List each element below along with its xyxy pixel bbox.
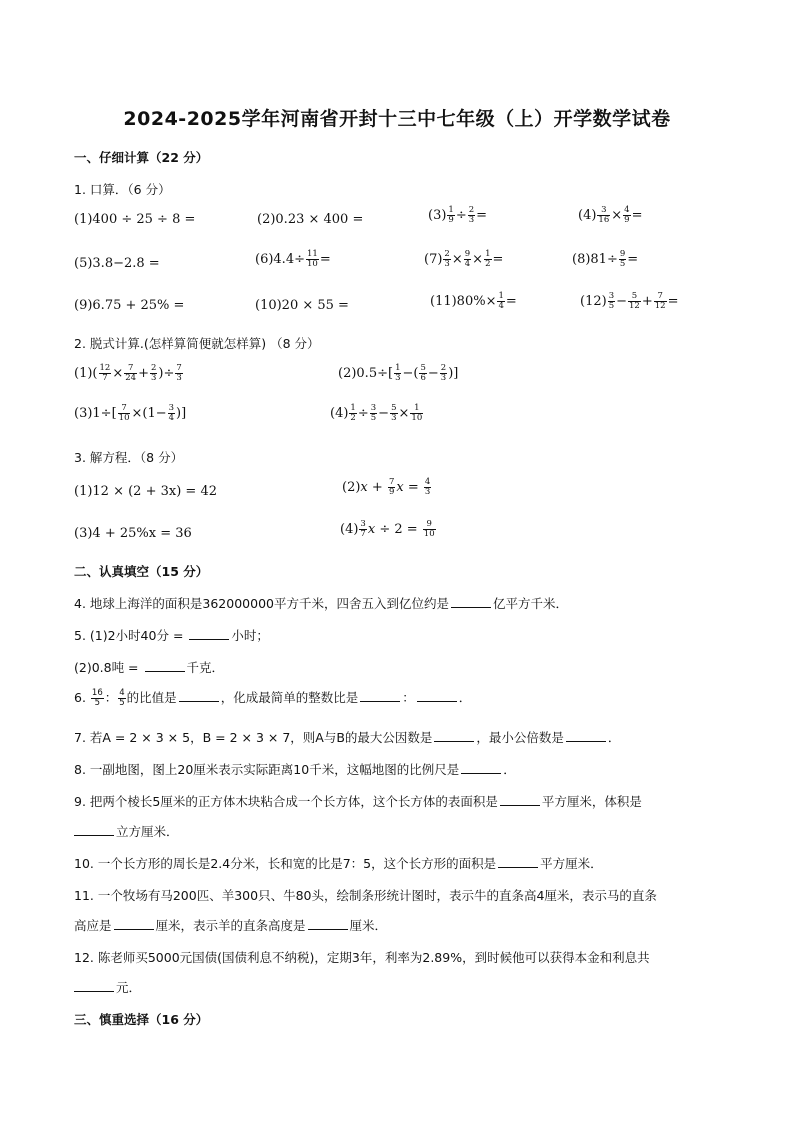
section-1-heading: 一、仔细计算（22 分） <box>74 150 209 165</box>
q11-line-1: 11. 一个牧场有马200匹、羊300只、牛80头，绘制条形统计图时，表示牛的直条高4厘米，表示马的直条 <box>74 888 657 903</box>
q1-item-12: (12) $\frac{3}{5}$ − $\frac{5}{12}$ + $\frac{7}{12}$ = <box>580 291 679 311</box>
q3-eq-4: (4) $\frac{3}{7}$ x ÷ 2 = $\frac{9}{10}$ <box>340 519 435 539</box>
q3-eq-1: (1)12 × (2 + 3x) = 42 <box>74 484 217 499</box>
q1-item-9: (9)6.75 + 25% = <box>74 298 185 313</box>
q9-line-1: 9. 把两个棱长5厘米的正方体木块粘合成一个长方体，这个长方体的表面积是 平方厘米，体积是 <box>74 794 642 809</box>
section-2-heading: 二、认真填空（15 分） <box>74 564 209 579</box>
page-title: 2024-2025学年河南省开封十三中七年级（上）开学数学试卷 <box>123 108 671 130</box>
answer-blank <box>114 917 154 930</box>
q1-item-11: (11)80%× $\frac{1}{4}$ = <box>430 291 517 311</box>
q12-line-2: 元． <box>74 978 141 996</box>
q2-item-1: (1)( $\frac{12}{7}$ × $\frac{7}{24}$ + $\frac{2}{3}$ )÷ $\frac{7}{3}$ <box>74 363 182 383</box>
q1-item-8: (8)81÷ $\frac{9}{5}$ = <box>572 249 639 269</box>
answer-blank <box>74 979 114 992</box>
q8: 8. 一副地图，图上20厘米表示实际距离10千米，这幅地图的比例尺是 ． <box>74 762 516 777</box>
answer-blank <box>451 595 491 608</box>
q12-line-1: 12. 陈老师买5000元国债(国债利息不纳税)，定期3年，利率为2.89%，到时候他可以获得本金和利息共 <box>74 950 650 965</box>
answer-blank <box>189 627 229 640</box>
q4: 4. 地球上海洋的面积是362000000平方千米，四舍五入到亿位约是 亿平方千米． <box>74 596 568 611</box>
q2-item-3: (3)1÷[ $\frac{7}{10}$ ×(1− $\frac{3}{4}$ )] <box>74 403 187 423</box>
answer-blank <box>500 793 540 806</box>
q1-item-10: (10)20 × 55 = <box>255 298 349 313</box>
q1-title: 1. 口算．（6 分） <box>74 182 171 197</box>
q1-item-6: (6)4.4÷ $\frac{11}{10}$ = <box>255 249 331 269</box>
q2-item-4: (4) $\frac{1}{2}$ ÷ $\frac{3}{5}$ − $\frac{5}{3}$ × $\frac{1}{10}$ <box>330 403 423 423</box>
q1-item-5: (5)3.8−2.8 = <box>74 256 160 271</box>
q1-item-2: (2)0.23 × 400 = <box>257 212 364 227</box>
q1-item-1: (1)400 ÷ 25 ÷ 8 = <box>74 212 196 227</box>
q11-line-2: 高应是 厘米，表示羊的直条高度是 厘米． <box>74 918 388 933</box>
answer-blank <box>498 855 538 868</box>
q1-item-7: (7) $\frac{2}{3}$ × $\frac{9}{4}$ × $\frac{1}{2}$ = <box>424 249 504 269</box>
q3-eq-2: (2)x + $\frac{7}{9}$ x = $\frac{4}{3}$ <box>342 477 431 497</box>
answer-blank <box>360 689 400 702</box>
q5-part-2: (2)0.8吨 = 千克． <box>74 660 225 675</box>
answer-blank <box>434 729 474 742</box>
q6: 6. $\frac{16}{5}$ ： $\frac{4}{5}$ 的比值是 ，化成最简单的整数比是 ： ． <box>74 688 472 708</box>
answer-blank <box>566 729 606 742</box>
answer-blank <box>308 917 348 930</box>
answer-blank <box>461 761 501 774</box>
answer-blank <box>417 689 457 702</box>
q3-eq-3: (3)4 + 25%x = 36 <box>74 526 192 541</box>
q5-part-1: 5. (1)2小时40分 = 小时； <box>74 628 269 643</box>
q10: 10. 一个长方形的周长是2.4分米，长和宽的比是7：5，这个长方形的面积是 平方厘米． <box>74 856 603 871</box>
answer-blank <box>179 689 219 702</box>
q2-item-2: (2)0.5÷[ $\frac{1}{3}$ −( $\frac{5}{6}$ − $\frac{2}{3}$ )] <box>338 363 459 383</box>
q1-item-4: (4) $\frac{3}{16}$ × $\frac{4}{9}$ = <box>578 205 643 225</box>
answer-blank <box>145 659 185 672</box>
q9-line-2: 立方厘米． <box>74 822 179 840</box>
answer-blank <box>74 823 114 836</box>
q1-item-3: (3) $\frac{1}{9}$ ÷ $\frac{2}{3}$ = <box>428 205 488 225</box>
q2-title: 2. 脱式计算.(怎样算简便就怎样算) （8 分） <box>74 336 320 351</box>
q7: 7. 若A = 2 × 3 × 5，B = 2 × 3 × 7，则A与B的最大公因数是 ，最小公倍数是 ． <box>74 730 621 745</box>
q3-title: 3. 解方程．（8 分） <box>74 450 184 465</box>
section-3-heading: 三、慎重选择（16 分） <box>74 1012 209 1027</box>
